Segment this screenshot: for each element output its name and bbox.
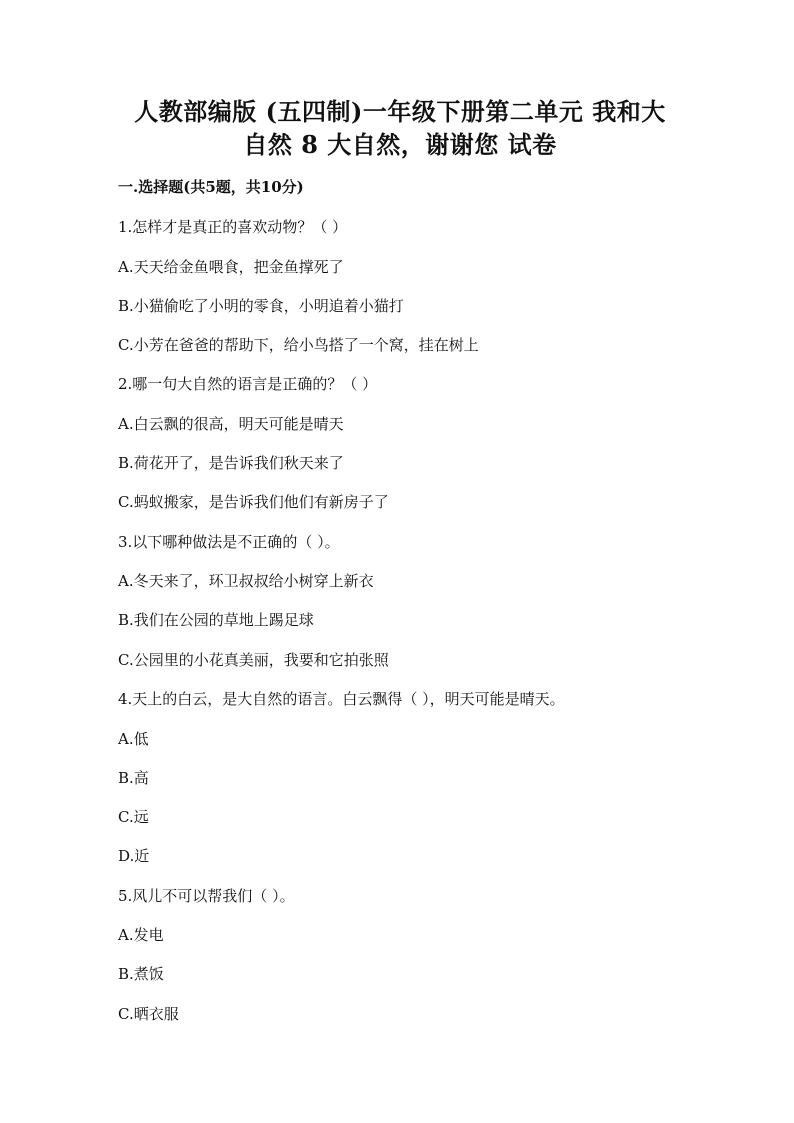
question-5-option-c: C.晒衣服 xyxy=(118,1005,179,1023)
question-1-stem: 1.怎样才是真正的喜欢动物？（ ） xyxy=(118,218,348,236)
question-1-option-c: C.小芳在爸爸的帮助下，给小鸟搭了一个窝，挂在树上 xyxy=(118,336,479,354)
page-title-line-2: 自然 8 大自然，谢谢您 试卷 xyxy=(243,130,557,159)
question-1-option-a: A.天天给金鱼喂食，把金鱼撑死了 xyxy=(118,258,344,276)
question-4-option-d: D.近 xyxy=(118,847,150,865)
question-4-option-b: B.高 xyxy=(118,769,149,787)
question-4-stem: 4.天上的白云，是大自然的语言。白云飘得（ ），明天可能是晴天。 xyxy=(118,690,565,708)
question-2-stem: 2.哪一句大自然的语言是正确的？（ ） xyxy=(118,375,378,393)
question-5-option-a: A.发电 xyxy=(118,926,164,944)
question-5-option-b: B.煮饭 xyxy=(118,965,164,983)
question-1-option-b: B.小猫偷吃了小明的零食，小明追着小猫打 xyxy=(118,297,404,315)
question-3-option-c: C.公园里的小花真美丽，我要和它拍张照 xyxy=(118,651,389,669)
question-3-option-b: B.我们在公园的草地上踢足球 xyxy=(118,611,314,629)
section-heading: 一.选择题(共5题，共10分) xyxy=(118,178,304,196)
question-2-option-a: A.白云飘的很高，明天可能是晴天 xyxy=(118,415,344,433)
question-3-stem: 3.以下哪种做法是不正确的（ ）。 xyxy=(118,533,340,551)
question-4-option-c: C.远 xyxy=(118,808,149,826)
question-2-option-b: B.荷花开了，是告诉我们秋天来了 xyxy=(118,454,344,472)
question-5-stem: 5.风儿不可以帮我们（ ）。 xyxy=(118,887,295,905)
page-title-line-1: 人教部编版 (五四制)一年级下册第二单元 我和大 xyxy=(134,97,666,126)
question-4-option-a: A.低 xyxy=(118,730,149,748)
question-2-option-c: C.蚂蚁搬家，是告诉我们他们有新房子了 xyxy=(118,493,389,511)
question-3-option-a: A.冬天来了，环卫叔叔给小树穿上新衣 xyxy=(118,572,374,590)
